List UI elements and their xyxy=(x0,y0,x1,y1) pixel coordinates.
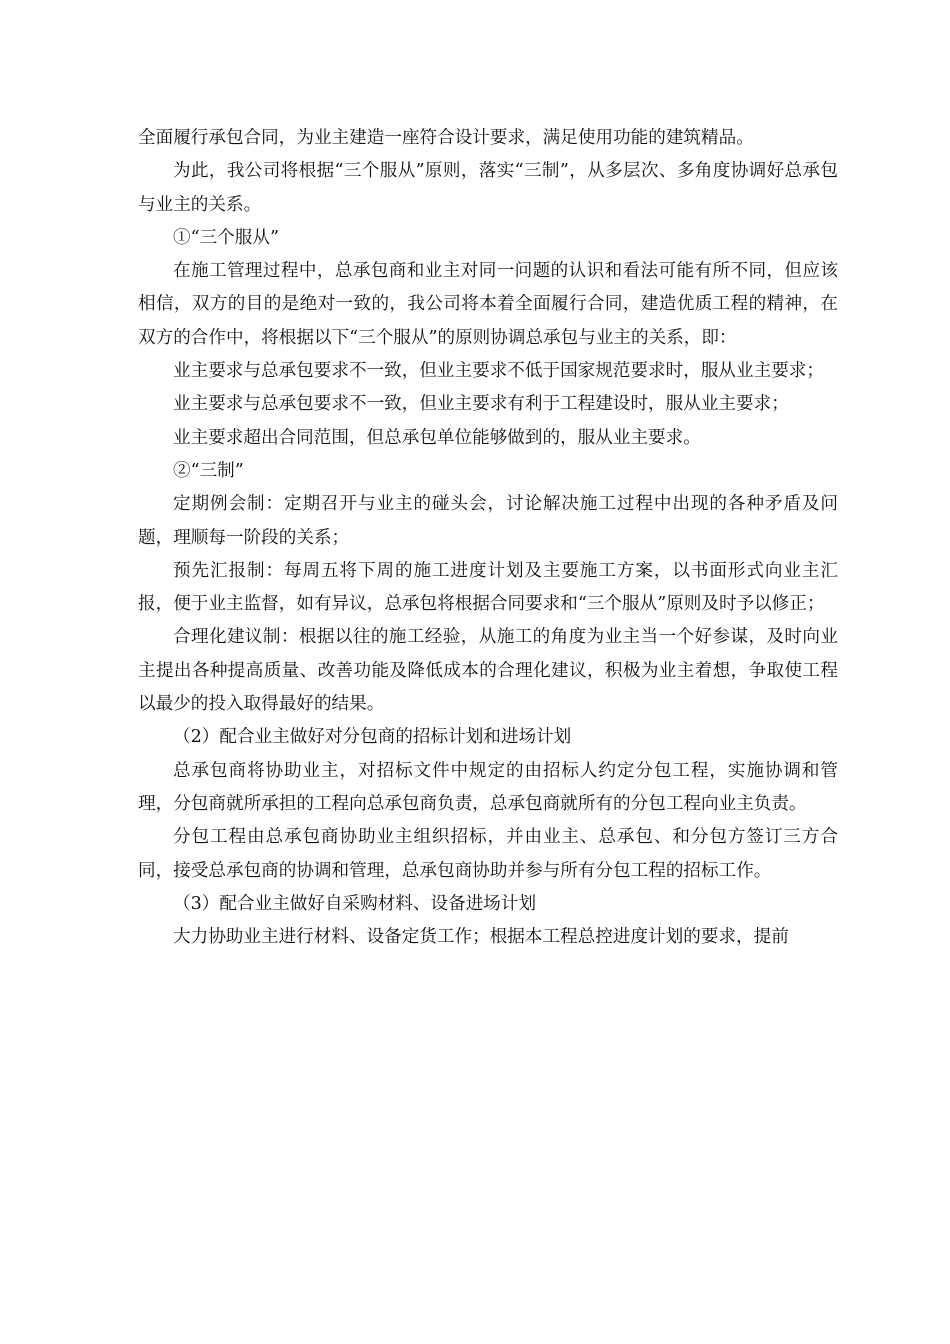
paragraph: 业主要求超出合同范围，但总承包单位能够做到的，服从业主要求。 xyxy=(173,427,701,448)
paragraph: 全面履行承包合同，为业主建造一座符合设计要求，满足使用功能的建筑精品。 xyxy=(138,128,754,148)
subheading: ②“三制” xyxy=(173,460,244,481)
paragraph: 定期例会制：定期召开与业主的碰头会，讨论解决施工过程中出现的各种矛盾及问题，理顺每一阶段的关系； xyxy=(138,494,838,548)
paragraph: 大力协助业主进行材料、设备定货工作；根据本工程总控进度计划的要求，提前 xyxy=(173,927,789,948)
section-heading: （3）配合业主做好自采购材料、设备进场计划 xyxy=(173,893,537,914)
section-heading: （2）配合业主做好对分包商的招标计划和进场计划 xyxy=(173,727,572,748)
paragraph: 合理化建议制：根据以往的施工经验，从施工的角度为业主当一个好参谋，及时向业主提出各种提高质量、改善功能及降低成本的合理化建议，积极为业主着想，争取使工程以最少的投入取得最好的结果。 xyxy=(138,627,838,715)
paragraph: 在施工管理过程中，总承包商和业主对同一问题的认识和看法可能有所不同，但应该相信，双方的目的是绝对一致的，我公司将本着全面履行合同，建造优质工程的精神，在双方的合作中，将根据以下“三个服从”的原则协调总承包与业主的关系，即： xyxy=(138,261,838,348)
paragraph: 业主要求与总承包要求不一致，但业主要求不低于国家规范要求时，服从业主要求； xyxy=(173,361,824,382)
paragraph: 为此，我公司将根据“三个服从”原则，落实“三制”，从多层次、多角度协调好总承包与业主的关系。 xyxy=(138,161,838,215)
paragraph: 业主要求与总承包要求不一致，但业主要求有利于工程建设时，服从业主要求； xyxy=(173,394,789,415)
subheading: ①“三个服从” xyxy=(173,227,279,248)
paragraph: 预先汇报制：每周五将下周的施工进度计划及主要施工方案，以书面形式向业主汇报，便于业主监督，如有异议，总承包将根据合同要求和“三个服从”原则及时予以修正； xyxy=(138,560,838,615)
paragraph: 分包工程由总承包商协助业主组织招标，并由业主、总承包、和分包方签订三方合同，接受总承包商的协调和管理，总承包商协助并参与所有分包工程的招标工作。 xyxy=(138,827,838,881)
paragraph: 总承包商将协助业主，对招标文件中规定的由招标人约定分包工程，实施协调和管理，分包商就所承担的工程向总承包商负责，总承包商就所有的分包工程向业主负责。 xyxy=(138,760,838,814)
document-body xyxy=(138,122,838,954)
